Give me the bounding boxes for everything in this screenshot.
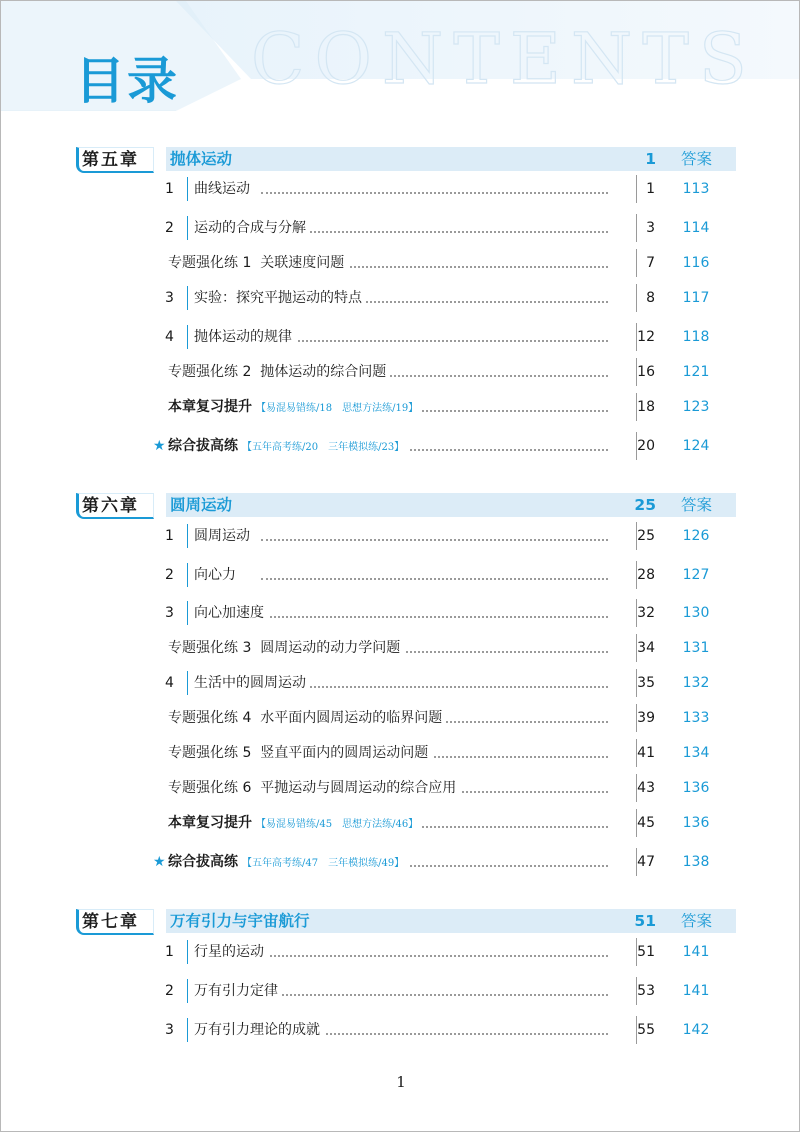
entry-title: 万有引力理论的成就 xyxy=(194,1019,324,1041)
toc-entry[interactable] xyxy=(151,178,726,200)
chapter-title: 抛体运动 xyxy=(170,150,233,168)
entry-title: 圆周运动 xyxy=(194,525,254,547)
entry-page: 43 xyxy=(609,777,655,799)
entry-page: 1 xyxy=(609,178,655,200)
answer-page: 124 xyxy=(682,438,710,454)
answer-page: 117 xyxy=(682,290,710,306)
section-number: 2 xyxy=(165,220,174,236)
footer-page-number: 1 xyxy=(396,1073,406,1091)
answer-page: 134 xyxy=(682,745,710,761)
comprehensive-note: 【五年高考练/47 三年模拟练/49】 xyxy=(242,858,405,869)
toc-entry[interactable] xyxy=(151,672,726,694)
entry-page: 51 xyxy=(609,941,655,963)
chapter-number: 第六章 xyxy=(82,496,139,516)
special-practice-label: 专题强化练 3 圆周运动的动力学问题 xyxy=(168,637,404,659)
entry-page: 18 xyxy=(609,396,655,418)
toc-entry[interactable] xyxy=(151,1019,726,1041)
section-number: 1 xyxy=(165,944,174,960)
toc-entry[interactable] xyxy=(151,941,726,963)
chapter-page: 51 xyxy=(634,912,656,930)
entry-title: 抛体运动的规律 xyxy=(194,326,296,348)
entry-title: 向心力 xyxy=(194,564,240,586)
comprehensive-title: 综合拔高练 【五年高考练/47 三年模拟练/49】 xyxy=(168,851,408,875)
chapter-page: 1 xyxy=(645,150,656,168)
chapter-number-tab xyxy=(76,909,156,935)
chapter-title: 圆周运动 xyxy=(170,496,233,514)
entry-title: 万有引力定律 xyxy=(194,980,282,1002)
toc-entry[interactable] xyxy=(151,435,726,457)
section-number: 1 xyxy=(165,181,174,197)
entry-page: 28 xyxy=(609,564,655,586)
entry-page: 45 xyxy=(609,812,655,834)
answer-page: 141 xyxy=(682,983,710,999)
entry-title: 向心加速度 xyxy=(194,602,268,624)
toc-entry[interactable] xyxy=(151,217,726,239)
answer-page: 130 xyxy=(682,605,710,621)
toc-entry[interactable] xyxy=(151,525,726,547)
toc-entry[interactable] xyxy=(151,980,726,1002)
special-practice-label: 专题强化练 5 竖直平面内的圆周运动问题 xyxy=(168,742,432,764)
entry-page: 20 xyxy=(609,435,655,457)
section-number: 2 xyxy=(165,983,174,999)
answer-page: 118 xyxy=(682,329,710,345)
answer-column-label: 答案 xyxy=(680,150,712,168)
chapter-review-title: 本章复习提升 【易混易错练/45 思想方法练/46】 xyxy=(168,812,422,836)
entry-title: 曲线运动 xyxy=(194,178,254,200)
section-number: 4 xyxy=(165,329,174,345)
section-number: 1 xyxy=(165,528,174,544)
entry-page: 8 xyxy=(609,287,655,309)
special-practice-label: 专题强化练 1 关联速度问题 xyxy=(168,252,348,274)
comprehensive-note: 【五年高考练/20 三年模拟练/23】 xyxy=(242,442,405,453)
answer-column-label: 答案 xyxy=(680,496,712,514)
chapter-header[interactable] xyxy=(76,493,726,519)
answer-column-label: 答案 xyxy=(680,912,712,930)
section-number: 2 xyxy=(165,567,174,583)
answer-page: 113 xyxy=(682,181,710,197)
answer-page: 133 xyxy=(682,710,710,726)
entry-page: 3 xyxy=(609,217,655,239)
answer-page: 116 xyxy=(682,255,710,271)
entry-page: 32 xyxy=(609,602,655,624)
comprehensive-title: 综合拔高练 【五年高考练/20 三年模拟练/23】 xyxy=(168,435,408,459)
toc-entry[interactable] xyxy=(151,637,726,659)
entry-page: 39 xyxy=(609,707,655,729)
entry-page: 34 xyxy=(609,637,655,659)
answer-page: 123 xyxy=(682,399,710,415)
section-number: 3 xyxy=(165,605,174,621)
answer-page: 131 xyxy=(682,640,710,656)
page-title: 目录 xyxy=(75,52,179,110)
special-practice-label: 专题强化练 2 抛体运动的综合问题 xyxy=(168,361,390,383)
entry-page: 41 xyxy=(609,742,655,764)
answer-page: 136 xyxy=(682,780,710,796)
toc-entry[interactable] xyxy=(151,707,726,729)
answer-page: 126 xyxy=(682,528,710,544)
chapter-header[interactable] xyxy=(76,909,726,935)
entry-page: 47 xyxy=(609,851,655,873)
toc-entry[interactable] xyxy=(151,361,726,383)
contents-watermark: CONTENTS xyxy=(251,18,757,100)
chapter-number: 第七章 xyxy=(82,912,139,932)
toc-entry[interactable] xyxy=(151,564,726,586)
chapter-header[interactable] xyxy=(76,147,726,173)
toc-entry[interactable] xyxy=(151,326,726,348)
chapter-number-tab xyxy=(76,147,156,173)
toc-entry[interactable] xyxy=(151,777,726,799)
toc-entry[interactable] xyxy=(151,742,726,764)
chapter-review-title: 本章复习提升 【易混易错练/18 思想方法练/19】 xyxy=(168,396,422,420)
answer-page: 141 xyxy=(682,944,710,960)
chapter-number: 第五章 xyxy=(82,150,139,170)
entry-title: 生活中的圆周运动 xyxy=(194,672,310,694)
special-practice-label: 专题强化练 6 平抛运动与圆周运动的综合应用 xyxy=(168,777,460,799)
review-note: 【易混易错练/18 思想方法练/19】 xyxy=(256,403,419,414)
answer-page: 121 xyxy=(682,364,710,380)
entry-page: 16 xyxy=(609,361,655,383)
entry-title: 行星的运动 xyxy=(194,941,268,963)
entry-page: 53 xyxy=(609,980,655,1002)
chapter-title: 万有引力与宇宙航行 xyxy=(170,912,310,930)
answer-page: 127 xyxy=(682,567,710,583)
entry-title: 实验：探究平抛运动的特点 xyxy=(194,287,366,309)
answer-page: 138 xyxy=(682,854,710,870)
section-number: 4 xyxy=(165,675,174,691)
star-icon: ★ xyxy=(153,854,166,870)
toc-entry[interactable] xyxy=(151,851,726,873)
entry-page: 25 xyxy=(609,525,655,547)
section-number: 3 xyxy=(165,290,174,306)
entry-page: 55 xyxy=(609,1019,655,1041)
toc-entry[interactable] xyxy=(151,287,726,309)
answer-page: 114 xyxy=(682,220,710,236)
answer-page: 142 xyxy=(682,1022,710,1038)
review-note: 【易混易错练/45 思想方法练/46】 xyxy=(256,819,419,830)
answer-page: 136 xyxy=(682,815,710,831)
toc-entry[interactable] xyxy=(151,252,726,274)
answer-page: 132 xyxy=(682,675,710,691)
chapter-page: 25 xyxy=(634,496,656,514)
toc-entry[interactable] xyxy=(151,812,726,834)
entry-page: 12 xyxy=(609,326,655,348)
special-practice-label: 专题强化练 4 水平面内圆周运动的临界问题 xyxy=(168,707,446,729)
entry-page: 7 xyxy=(609,252,655,274)
section-number: 3 xyxy=(165,1022,174,1038)
chapter-number-tab xyxy=(76,493,156,519)
entry-title: 运动的合成与分解 xyxy=(194,217,310,239)
entry-page: 35 xyxy=(609,672,655,694)
toc-entry[interactable] xyxy=(151,602,726,624)
toc-entry[interactable] xyxy=(151,396,726,418)
star-icon: ★ xyxy=(153,438,166,454)
